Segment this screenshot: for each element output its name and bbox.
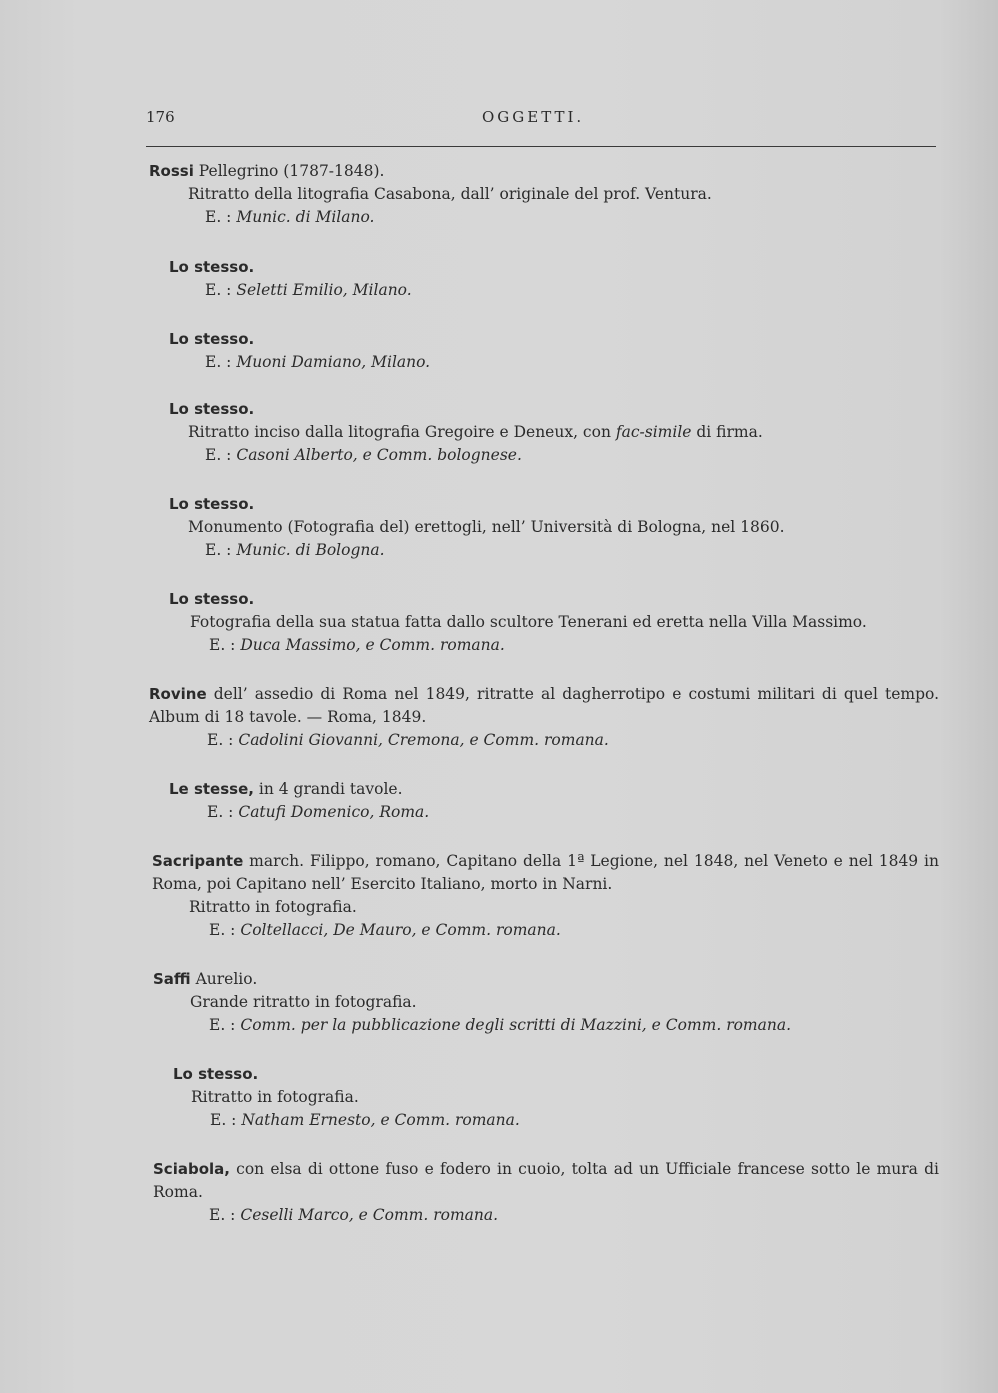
entry-lo-stesso (149, 493, 939, 562)
exhibitor-name: Comm. per la pubblicazione degli scritti di Mazzini, e Comm. romana. (240, 1016, 792, 1034)
entry-lo-stesso (149, 588, 939, 657)
header-rule (146, 146, 936, 147)
exhibitor-line: E. : Seletti Emilio, Milano. (205, 281, 412, 299)
entry-description: Ritratto inciso dalla litografia Gregoire e Deneux, con fac-simile di firma. (188, 423, 763, 441)
headword: Rovine (149, 685, 207, 703)
headword: Saffi (153, 970, 191, 988)
entry-description: Monumento (Fotografia del) erettogli, nell’ Università di Bologna, nel 1860. (188, 518, 785, 536)
exhibitor-line: E. : Munic. di Bologna. (205, 541, 385, 559)
headword: Lo stesso. (173, 1065, 259, 1083)
headword: Le stesse, (169, 780, 254, 798)
entry-description: Ritratto della litografia Casabona, dall’ originale del prof. Ventura. (188, 185, 712, 203)
exhibitor-name: Muoni Damiano, Milano. (236, 353, 431, 371)
exhibitor-line: E. : Coltellacci, De Mauro, e Comm. romana. (209, 921, 561, 939)
entry-description: Ritratto in fotografia. (191, 1088, 359, 1106)
exhibitor-name: Munic. di Bologna. (236, 541, 385, 559)
entry-text: march. Filippo, romano, Capitano della 1ª Legione, nel 1848, nel Veneto e nel 1849 in Roma, poi Capitano nell’ Esercito Italiano, morto in Narni. (152, 852, 939, 893)
entry-text: con elsa di ottone fuso e fodero in cuoio, tolta ad un Ufficiale francese sotto le mura di Roma. (153, 1160, 939, 1201)
entry-description: Fotografia della sua statua fatta dallo scultore Tenerani ed eretta nella Villa Massimo. (190, 613, 867, 631)
entry-text: in 4 grandi tavole. (253, 780, 403, 798)
exhibitor-name: Ceselli Marco, e Comm. romana. (240, 1206, 499, 1224)
entry-list (149, 160, 939, 1227)
exhibitor-line: E. : Duca Massimo, e Comm. romana. (209, 636, 505, 654)
entry-text: dell’ assedio di Roma nel 1849, ritratte al dagherrotipo e costumi militari di quel tempo. Album di 18 tavole. — Roma, 1849. (149, 685, 939, 726)
entry-le-stesse (149, 778, 939, 824)
headword: Lo stesso. (169, 400, 255, 418)
exhibitor-name: Cadolini Giovanni, Cremona, e Comm. romana. (238, 731, 609, 749)
exhibitor-name: Casoni Alberto, e Comm. bolognese. (236, 446, 522, 464)
exhibitor-name: Munic. di Milano. (236, 208, 375, 226)
exhibitor-name: Coltellacci, De Mauro, e Comm. romana. (240, 921, 561, 939)
exhibitor-line: E. : Muoni Damiano, Milano. (205, 353, 431, 371)
running-head: OGGETTI. (482, 108, 585, 126)
entry-lo-stesso (149, 256, 939, 302)
exhibitor-name: Seletti Emilio, Milano. (236, 281, 412, 299)
entry-text: Aurelio. (190, 970, 258, 988)
exhibitor-line: E. : Munic. di Milano. (205, 208, 375, 226)
entry-text: Pellegrino (1787-1848). (193, 162, 385, 180)
headword: Sciabola, (153, 1160, 230, 1178)
exhibitor-line: E. : Catufi Domenico, Roma. (207, 803, 430, 821)
exhibitor-line: E. : Natham Ernesto, e Comm. romana. (210, 1111, 520, 1129)
entry-rossi (149, 160, 939, 229)
entry-sacripante (149, 850, 939, 942)
exhibitor-line: E. : Cadolini Giovanni, Cremona, e Comm. romana. (207, 731, 609, 749)
entry-rovine (149, 683, 939, 752)
headword: Rossi (149, 162, 194, 180)
exhibitor-line: E. : Comm. per la pubblicazione degli scritti di Mazzini, e Comm. romana. (209, 1016, 792, 1034)
headword: Sacripante (152, 852, 244, 870)
exhibitor-name: Catufi Domenico, Roma. (238, 803, 430, 821)
entry-saffi (149, 968, 939, 1037)
headword: Lo stesso. (169, 495, 255, 513)
entry-sciabola (149, 1158, 939, 1227)
entry-description: Ritratto in fotografia. (189, 898, 357, 916)
entry-lo-stesso (149, 1063, 939, 1132)
exhibitor-name: Natham Ernesto, e Comm. romana. (241, 1111, 520, 1129)
headword: Lo stesso. (169, 330, 255, 348)
exhibitor-line: E. : Casoni Alberto, e Comm. bolognese. (205, 446, 522, 464)
entry-lo-stesso (149, 328, 939, 374)
headword: Lo stesso. (169, 258, 255, 276)
exhibitor-name: Duca Massimo, e Comm. romana. (240, 636, 505, 654)
page-number: 176 (146, 108, 175, 126)
headword: Lo stesso. (169, 590, 255, 608)
page-header (146, 108, 936, 136)
entry-lo-stesso (149, 398, 939, 467)
exhibitor-line: E. : Ceselli Marco, e Comm. romana. (209, 1206, 499, 1224)
entry-description: Grande ritratto in fotografia. (190, 993, 417, 1011)
